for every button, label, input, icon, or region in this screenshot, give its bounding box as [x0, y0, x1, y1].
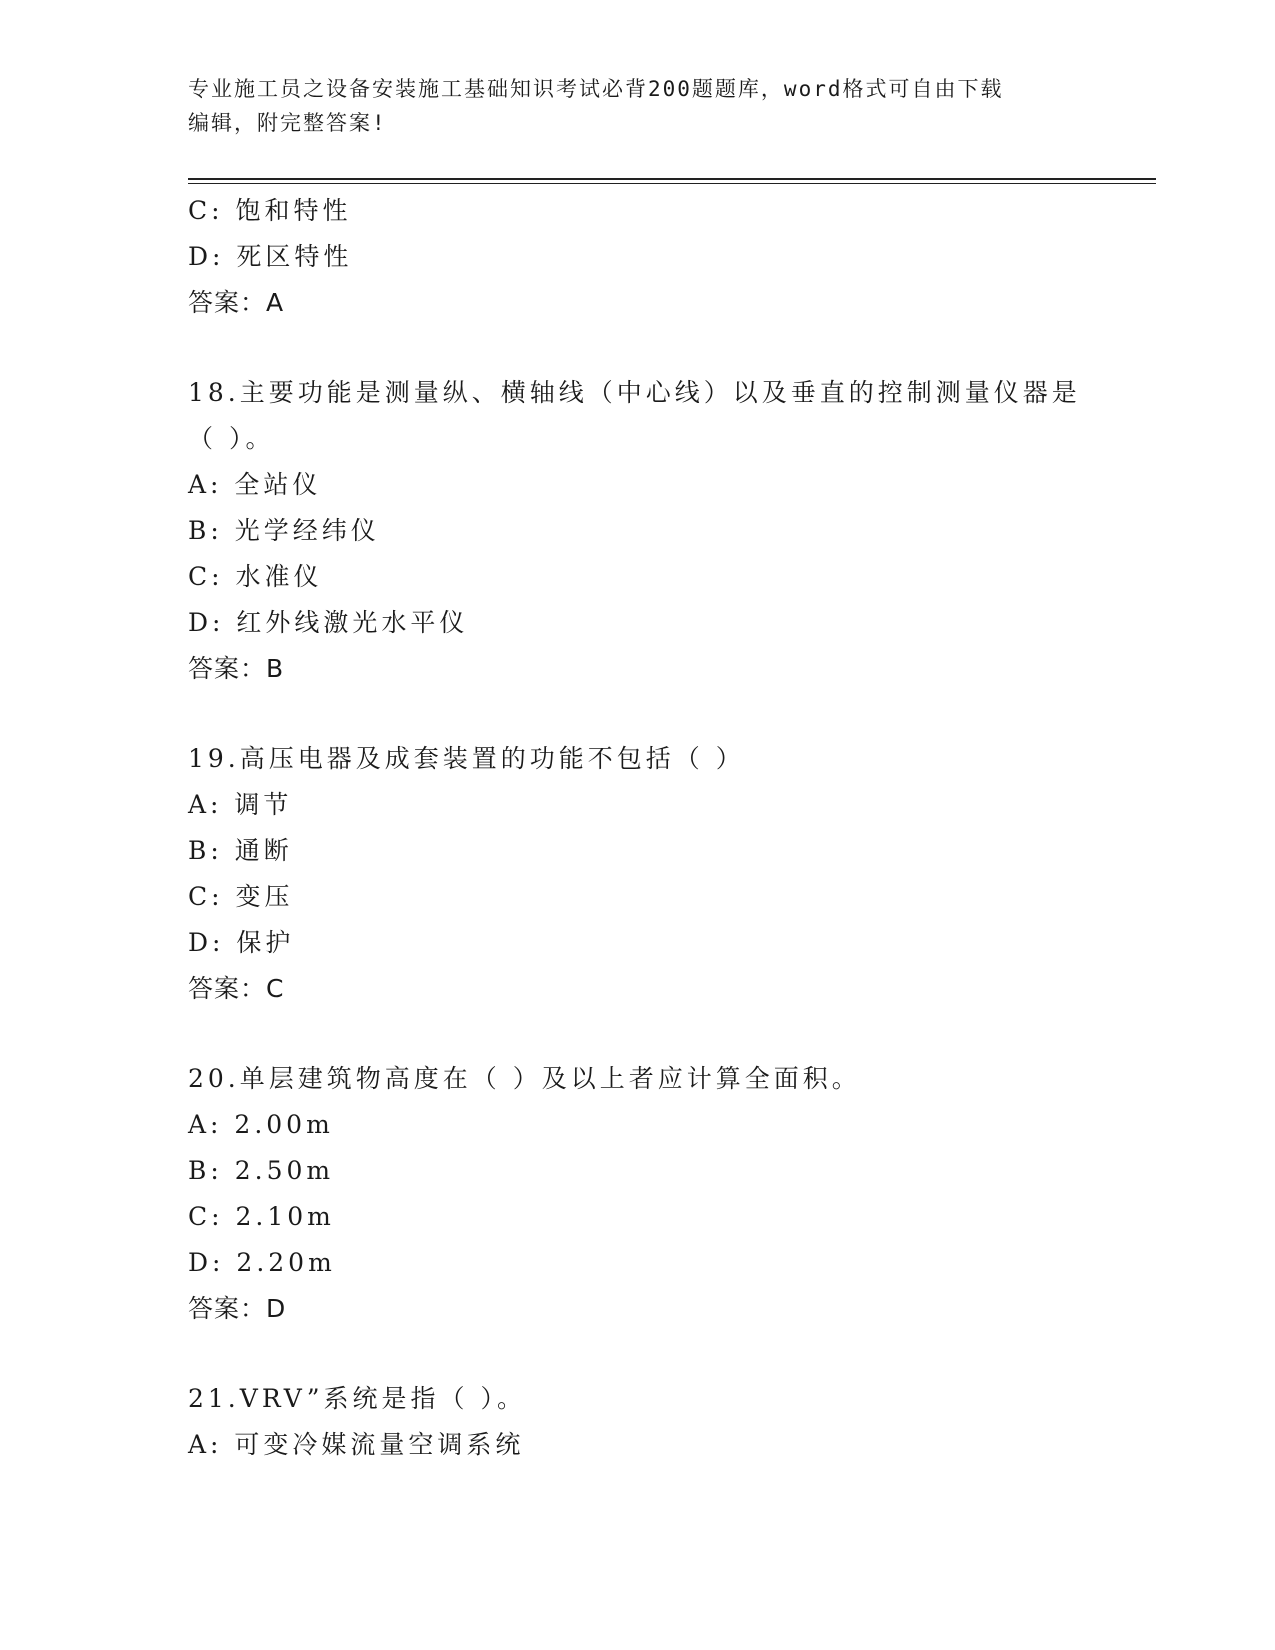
question-17-tail [188, 188, 1148, 326]
answer-line: 答案：D [188, 1294, 287, 1323]
question-stem: 18.主要功能是测量纵、横轴线（中心线）以及垂直的控制测量仪器是 [188, 378, 1081, 407]
answer-line: 答案：A [188, 288, 285, 317]
question-20 [188, 1056, 1148, 1332]
option-c: C: 饱和特性 [188, 196, 352, 225]
header-rule-thick [188, 178, 1156, 180]
option-d: D: 保护 [188, 928, 295, 957]
option-b: B: 光学经纬仪 [188, 516, 380, 545]
answer-line: 答案：B [188, 654, 285, 683]
question-list [188, 188, 1148, 1468]
option-a: A: 全站仪 [188, 470, 322, 499]
header-line-2: 编辑，附完整答案! [188, 111, 387, 135]
question-18 [188, 370, 1148, 692]
question-19 [188, 736, 1148, 1012]
document-header [188, 72, 1088, 140]
option-a: A: 可变冷媒流量空调系统 [188, 1430, 525, 1459]
question-stem: 19.高压电器及成套装置的功能不包括（ ） [188, 744, 745, 773]
option-c: C: 水准仪 [188, 562, 323, 591]
header-rule-thin [188, 183, 1156, 184]
question-stem: 20.单层建筑物高度在（ ）及以上者应计算全面积。 [188, 1064, 861, 1093]
header-line-1: 专业施工员之设备安装施工基础知识考试必背200题题库，word格式可自由下载 [188, 77, 1004, 101]
option-a: A: 调节 [188, 790, 293, 819]
option-d: D: 2.20m [188, 1248, 336, 1277]
question-21 [188, 1376, 1148, 1468]
option-c: C: 2.10m [188, 1202, 335, 1231]
option-b: B: 2.50m [188, 1156, 335, 1185]
option-d: D: 死区特性 [188, 242, 353, 271]
question-stem: 21.VRV”系统是指（ ）。 [188, 1384, 526, 1413]
option-d: D: 红外线激光水平仪 [188, 608, 469, 637]
option-a: A: 2.00m [188, 1110, 334, 1139]
answer-line: 答案：C [188, 974, 285, 1003]
option-b: B: 通断 [188, 836, 293, 865]
option-c: C: 变压 [188, 882, 294, 911]
question-stem-continued: （ ）。 [188, 424, 275, 453]
